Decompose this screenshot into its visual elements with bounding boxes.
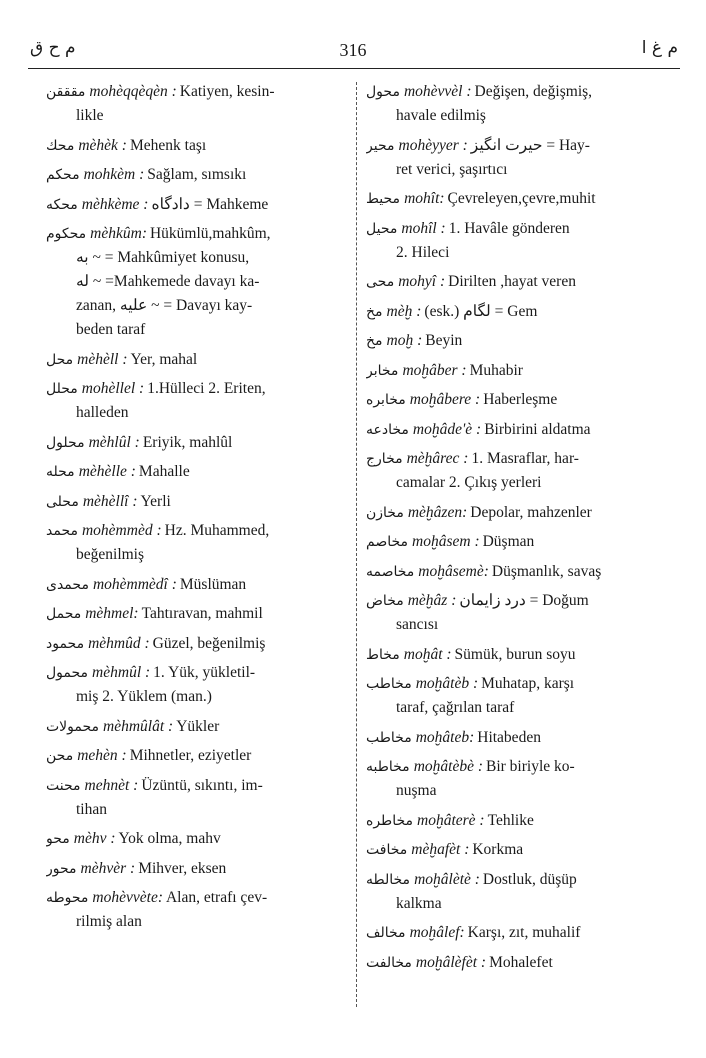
definition-text: 1. Havâle gönderen (448, 219, 570, 237)
definition-text: Yükler (176, 717, 220, 735)
transliterated-headword: mohît: (404, 190, 445, 207)
transliterated-headword: mèhmel: (85, 605, 139, 622)
entry-first-line (366, 388, 672, 412)
dictionary-entry (46, 519, 346, 567)
transliterated-headword: mèḫârec : (406, 450, 469, 467)
entry-first-line (46, 857, 346, 881)
transliterated-headword: moḫâbere : (409, 391, 481, 408)
dictionary-entry (46, 377, 346, 425)
transliterated-headword: mehnèt : (84, 776, 139, 794)
definition-text: Hükümlü,mahkûm, (149, 225, 271, 242)
entry-first-line (46, 661, 346, 685)
entry-first-line (46, 193, 346, 217)
transliterated-headword: mehèn : (77, 747, 127, 764)
page-header (0, 0, 706, 70)
definition-text: Değişen, değişmiş, (474, 83, 593, 100)
transliterated-headword: mèhèlle : (78, 463, 136, 480)
transliterated-headword: mèhèk : (78, 136, 127, 154)
right-column (366, 80, 672, 980)
dictionary-entry (366, 643, 672, 667)
entry-first-line (46, 573, 346, 597)
transliterated-headword: mèhèllî : (82, 492, 138, 510)
transliterated-headword: moḫâsemè: (418, 562, 489, 580)
arabic-script-headword: محلول (46, 434, 85, 451)
dictionary-entry (46, 222, 346, 342)
dictionary-entry (46, 573, 346, 597)
entry-first-line (46, 348, 346, 372)
dictionary-entry (366, 217, 672, 265)
dictionary-entry (46, 886, 346, 934)
entry-first-line (46, 431, 346, 455)
dictionary-entry (366, 530, 672, 554)
transliterated-headword: mèḫafèt : (411, 841, 470, 858)
dictionary-entry (46, 827, 346, 851)
arabic-script-headword: محن (46, 748, 74, 764)
arabic-script-headword: مخاطره (366, 812, 414, 829)
entry-first-line (46, 377, 346, 401)
entry-first-line (46, 163, 346, 187)
entry-first-line (366, 501, 672, 525)
arabic-script-headword: مخالف (366, 925, 406, 941)
definition-text: Alan, etrafı çev- (165, 889, 268, 906)
entry-first-line (46, 886, 346, 910)
definition-text: 1. Masraflar, har- (471, 450, 579, 467)
definition-continuation: beğenilmiş (76, 546, 145, 563)
arabic-script-headword: محير (366, 137, 395, 154)
page-number: 316 (339, 40, 367, 60)
dictionary-entry (366, 359, 672, 383)
transliterated-headword: mohîl : (401, 219, 446, 237)
transliterated-headword: moḫâtèbè : (413, 758, 483, 775)
transliterated-headword: moḫât : (403, 645, 452, 663)
definition-continuation: taraf, çağrılan taraf (396, 699, 515, 716)
entry-first-line (46, 519, 346, 543)
definition-continuation: rilmiş alan (76, 913, 142, 930)
entry-first-line (366, 755, 672, 779)
transliterated-headword: mohyî : (398, 273, 446, 290)
arabic-script-headword: مخارج (366, 451, 403, 467)
definition-continuation: zanan, عليه ~ = Davayı kay- (76, 297, 253, 314)
entry-first-line (46, 827, 346, 851)
entry-first-line (46, 490, 346, 514)
definition-text: Mihver, eksen (138, 859, 227, 877)
column-divider (356, 82, 357, 1007)
entry-first-line (46, 602, 346, 626)
definition-continuation: kalkma (396, 894, 442, 912)
arabic-script-headword: مخادعه (366, 421, 409, 438)
entry-first-line (366, 921, 672, 945)
arabic-script-headword: مخازن (366, 504, 404, 521)
entry-first-line (366, 447, 672, 471)
dictionary-entry (46, 661, 346, 709)
definition-text: Sağlam, sımsıkı (147, 166, 247, 183)
transliterated-headword: moḫâlèfèt : (415, 953, 487, 971)
dictionary-entry (366, 80, 672, 128)
transliterated-headword: mohèqqèqèn : (89, 83, 177, 100)
dictionary-entry (366, 418, 672, 442)
dictionary-entry (46, 348, 346, 372)
definition-text: Dirilten ,hayat veren (448, 273, 576, 290)
transliterated-headword: moḫâterè : (417, 811, 485, 829)
definition-text: Güzel, beğenilmiş (152, 634, 266, 652)
transliterated-headword: mèhv : (73, 830, 116, 847)
dictionary-entry (366, 329, 672, 353)
transliterated-headword: mèhmûl : (92, 664, 151, 681)
transliterated-headword: mohèmmèd : (81, 522, 162, 539)
transliterated-headword: mohèvvèl : (403, 83, 472, 100)
definition-continuation: 2. Hileci (396, 243, 450, 261)
definition-text: حيرت انگيز = Hay- (470, 136, 590, 154)
header-rule (28, 68, 680, 69)
entry-first-line (366, 300, 672, 324)
transliterated-headword: mèḫâz : (407, 592, 457, 609)
definition-text: Depolar, mahzenler (470, 503, 592, 521)
arabic-script-headword: مخالطه (366, 871, 411, 888)
definition-text: Üzüntü, sıkıntı, im- (141, 776, 263, 794)
transliterated-headword: moḫâtèb : (415, 675, 479, 692)
entry-first-line (46, 715, 346, 739)
definition-text: Tahtıravan, mahmil (141, 605, 263, 622)
definition-continuation: nuşma (396, 782, 437, 799)
transliterated-headword: moḫ : (386, 332, 423, 349)
header-letters-right: م غ ا (641, 38, 678, 58)
definition-text: 1.Hülleci 2. Eriten, (147, 380, 266, 397)
dictionary-entry (366, 838, 672, 862)
dictionary-entry (46, 193, 346, 217)
definition-continuation: sancısı (396, 616, 439, 633)
arabic-script-headword: محول (366, 84, 400, 100)
dictionary-entry (366, 447, 672, 495)
arabic-script-headword: مخاصمه (366, 563, 415, 580)
entry-first-line (46, 632, 346, 656)
dictionary-entry (366, 388, 672, 412)
definition-continuation: havale edilmiş (396, 107, 486, 124)
dictionary-entry (46, 80, 346, 128)
dictionary-entry (366, 755, 672, 803)
entry-first-line (46, 80, 346, 104)
arabic-script-headword: مخاض (366, 593, 404, 609)
dictionary-entry (366, 560, 672, 584)
dictionary-entry (366, 501, 672, 525)
entry-first-line (366, 134, 672, 158)
entry-first-line (366, 560, 672, 584)
dictionary-entry (46, 715, 346, 739)
dictionary-entry (366, 300, 672, 324)
transliterated-headword: mèḫâzen: (407, 503, 468, 521)
definition-text: Haberleşme (483, 391, 558, 408)
transliterated-headword: moḫâlètè : (414, 870, 480, 888)
arabic-script-headword: محكم (46, 167, 80, 183)
dictionary-entry (46, 134, 346, 158)
entry-first-line (366, 672, 672, 696)
definition-text: Yerli (140, 492, 171, 510)
arabic-script-headword: محل (46, 351, 74, 368)
entry-first-line (46, 744, 346, 768)
arabic-script-headword: محمد (46, 523, 78, 539)
definition-text: Hz. Muhammed, (164, 522, 270, 539)
definition-text: Tehlike (487, 811, 534, 829)
arabic-script-headword: مخاطب (366, 676, 412, 692)
definition-continuation: camalar 2. Çıkış yerleri (396, 474, 542, 491)
definition-text: Mihnetler, eziyetler (129, 747, 252, 764)
arabic-script-headword: مخاط (366, 646, 400, 663)
arabic-script-headword: محك (46, 137, 75, 154)
arabic-script-headword: مخافت (366, 842, 408, 858)
transliterated-headword: mohèmmèdî : (92, 575, 177, 593)
transliterated-headword: mèhlûl : (88, 433, 140, 451)
left-column (46, 80, 346, 940)
arabic-script-headword: مخ (366, 333, 383, 349)
entry-first-line (366, 187, 672, 211)
definition-text: Korkma (472, 841, 524, 858)
transliterated-headword: mohkèm : (83, 166, 145, 183)
definition-text: Muhatap, karşı (481, 675, 575, 692)
definition-continuation: beden taraf (76, 321, 146, 338)
entry-first-line (366, 838, 672, 862)
definition-text: Dostluk, düşüp (482, 870, 577, 888)
arabic-script-headword: محلل (46, 381, 78, 397)
transliterated-headword: moḫâde'è : (412, 420, 482, 438)
definition-text: (esk.) لگام = Gem (424, 302, 538, 320)
dictionary-entry (366, 134, 672, 182)
arabic-script-headword: محيط (366, 191, 401, 207)
transliterated-headword: mèḫ : (386, 302, 422, 320)
entry-first-line (366, 589, 672, 613)
definition-text: Çevreleyen,çevre,muhit (447, 190, 596, 207)
dictionary-entry (46, 490, 346, 514)
arabic-script-headword: مخاصم (366, 534, 409, 550)
arabic-script-headword: محكه (46, 196, 78, 213)
dictionary-entry (46, 602, 346, 626)
definition-continuation: ret verici, şaşırtıcı (396, 160, 508, 178)
definition-text: Düşmanlık, savaş (491, 562, 602, 580)
definition-continuation: له ~ =Mahkemede davayı ka- (76, 273, 260, 290)
arabic-script-headword: مخ (366, 303, 383, 320)
dictionary-entry (366, 672, 672, 720)
definition-continuation: tihan (76, 800, 107, 818)
arabic-script-headword: محوطه (46, 890, 89, 906)
entry-first-line (366, 359, 672, 383)
transliterated-headword: mohèvvète: (92, 889, 163, 906)
transliterated-headword: moḫâteb: (415, 728, 475, 746)
entry-first-line (46, 222, 346, 246)
definition-continuation: miş 2. Yüklem (man.) (76, 688, 212, 705)
definition-text: Beyin (425, 332, 463, 349)
dictionary-entry (46, 460, 346, 484)
dictionary-entry (366, 951, 672, 975)
definition-text: Yer, mahal (130, 350, 198, 368)
definition-text: Bir biriyle ko- (485, 758, 575, 775)
entry-first-line (366, 643, 672, 667)
dictionary-entry (366, 921, 672, 945)
dictionary-entry (46, 774, 346, 822)
entry-first-line (366, 80, 672, 104)
definition-text: Düşman (482, 533, 535, 550)
dictionary-entry (366, 187, 672, 211)
arabic-script-headword: محو (46, 831, 70, 847)
definition-continuation: likle (76, 107, 104, 124)
dictionary-entry (366, 589, 672, 637)
transliterated-headword: mèhkûm: (90, 225, 147, 242)
definition-text: Mehenk taşı (129, 136, 207, 154)
arabic-script-headword: مخابر (366, 362, 399, 379)
definition-text: Karşı, zıt, muhalif (467, 924, 581, 941)
entry-first-line (366, 951, 672, 975)
entry-first-line (366, 418, 672, 442)
dictionary-entry (366, 868, 672, 916)
transliterated-headword: mèhmûlât : (103, 717, 174, 735)
arabic-script-headword: محنت (46, 777, 81, 794)
definition-text: دادگاه = Mahkeme (151, 195, 269, 213)
entry-first-line (46, 460, 346, 484)
entry-first-line (366, 530, 672, 554)
entry-first-line (366, 809, 672, 833)
transliterated-headword: moḫâber : (402, 361, 467, 379)
arabic-script-headword: محور (46, 860, 77, 877)
entry-first-line (366, 270, 672, 294)
definition-text: Müslüman (179, 575, 247, 593)
entry-first-line (366, 217, 672, 241)
dictionary-entry (46, 431, 346, 455)
definition-continuation: halleden (76, 404, 129, 421)
transliterated-headword: mohèllel : (81, 380, 145, 397)
arabic-script-headword: محمل (46, 606, 82, 622)
arabic-script-headword: مخابره (366, 392, 406, 408)
transliterated-headword: moḫâsem : (412, 533, 480, 550)
arabic-script-headword: محمول (46, 665, 89, 681)
definition-text: Mohalefet (489, 953, 553, 971)
transliterated-headword: mohèyyer : (398, 136, 468, 154)
arabic-script-headword: محمولات (46, 718, 100, 735)
dictionary-entry (46, 163, 346, 187)
arabic-script-headword: محمود (46, 635, 85, 652)
definition-text: Katiyen, kesin- (179, 83, 275, 100)
dictionary-entry (366, 809, 672, 833)
dictionary-entry (46, 744, 346, 768)
dictionary-entry (46, 632, 346, 656)
definition-text: Mahalle (138, 463, 190, 480)
dictionary-entry (366, 726, 672, 750)
arabic-script-headword: مخاطبه (366, 759, 410, 775)
definition-text: Eriyik, mahlûl (142, 433, 233, 451)
definition-continuation: به ~ = Mahkûmiyet konusu, (76, 249, 250, 266)
arabic-script-headword: مقققن (46, 84, 86, 100)
entry-first-line (366, 726, 672, 750)
transliterated-headword: mèhèll : (77, 350, 128, 368)
arabic-script-headword: محله (46, 464, 75, 480)
definition-text: Yok olma, mahv (118, 830, 221, 847)
definition-text: Hitabeden (477, 728, 541, 746)
transliterated-headword: mèhvèr : (80, 859, 136, 877)
dictionary-entry (366, 270, 672, 294)
transliterated-headword: moḫâlef: (409, 924, 465, 941)
dictionary-entry (46, 857, 346, 881)
header-letters-left: م ح ق (30, 38, 76, 58)
arabic-script-headword: محى (366, 274, 395, 290)
arabic-script-headword: محمدى (46, 576, 89, 593)
transliterated-headword: mèhmûd : (88, 634, 150, 652)
entry-first-line (366, 329, 672, 353)
definition-text: Muhabir (469, 361, 523, 379)
entry-first-line (46, 134, 346, 158)
definition-text: درد زايمان = Doğum (459, 592, 589, 609)
definition-text: Birbirini aldatma (484, 420, 591, 438)
definition-text: 1. Yük, yükletil- (153, 664, 256, 681)
transliterated-headword: mèhkème : (81, 195, 149, 213)
arabic-script-headword: محلى (46, 493, 79, 510)
entry-first-line (46, 774, 346, 798)
definition-text: Sümük, burun soyu (454, 645, 576, 663)
arabic-script-headword: مخالفت (366, 954, 412, 971)
arabic-script-headword: محيل (366, 220, 398, 237)
arabic-script-headword: مخاطب (366, 729, 412, 746)
entry-first-line (366, 868, 672, 892)
arabic-script-headword: محكوم (46, 226, 87, 242)
